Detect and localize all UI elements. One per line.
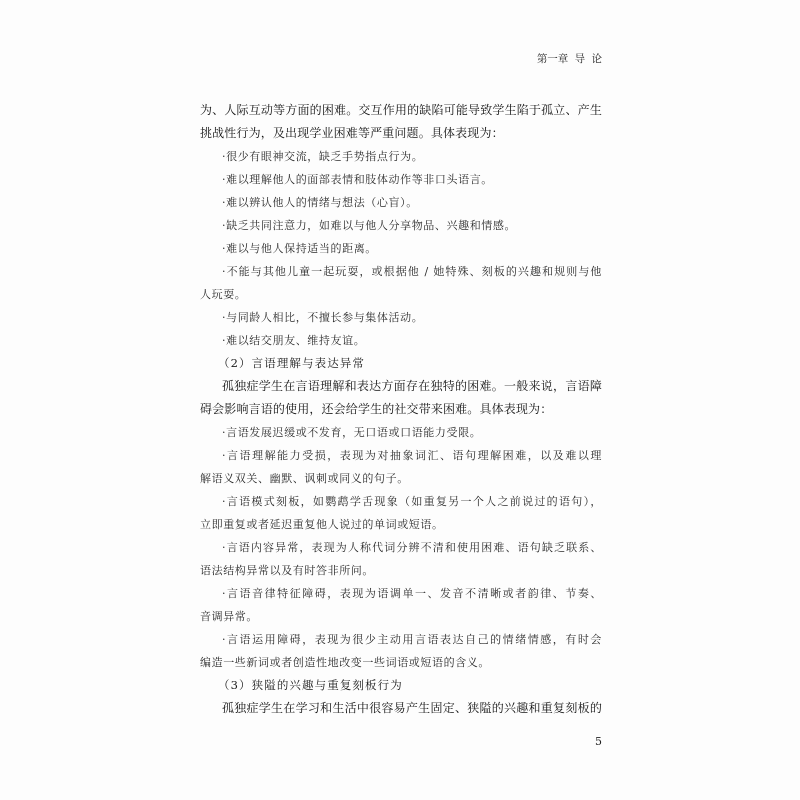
bullet-item <box>200 237 602 260</box>
page-body <box>200 99 602 720</box>
text-line: 孤独症学生在学习和生活中很容易产生固定、狭隘的兴趣和重复刻板的 <box>222 701 602 715</box>
bullet-item <box>200 306 602 329</box>
bullet-item <box>200 145 602 168</box>
bullet-item <box>200 444 602 490</box>
bullet-line: ·言语内容异常，表现为人称代词分辨不清和使用困难、语句缺乏联系、 <box>222 541 602 554</box>
text-line: 为、人际互动等方面的困难。交互作用的缺陷可能导致学生陷于孤立、产生 <box>200 103 602 117</box>
page-number: 5 <box>595 735 602 748</box>
paragraph-social-interaction <box>200 99 602 145</box>
text-line: 挑战性行为，及出现学业困难等严重问题。具体表现为： <box>200 126 504 140</box>
bullet-line: ·缺乏共同注意力，如难以与他人分享物品、兴趣和情感。 <box>222 219 517 232</box>
bullet-line: ·难以理解他人的面部表情和肢体动作等非口头语言。 <box>222 173 493 186</box>
bullet-item <box>200 582 602 628</box>
section-heading-interests: （3）狭隘的兴趣与重复刻板行为 <box>218 678 403 692</box>
bullet-item <box>200 260 602 306</box>
bullet-list-language <box>200 421 602 674</box>
bullet-line: ·言语模式刻板，如鹦鹉学舌现象（如重复另一个人之前说过的语句）， <box>222 495 602 508</box>
bullet-line: ·言语理解能力受损，表现为对抽象词汇、语句理解困难，以及难以理 <box>222 449 602 462</box>
bullet-line: ·与同龄人相比，不擅长参与集体活动。 <box>222 311 424 324</box>
bullet-line: 解语义双关、幽默、讽刺或同义的句子。 <box>200 472 409 485</box>
bullet-list-social <box>200 145 602 352</box>
bullet-item <box>200 191 602 214</box>
bullet-line: 人玩耍。 <box>200 288 247 301</box>
bullet-line: 立即重复或者延迟重复他人说过的单词或短语。 <box>200 518 444 531</box>
bullet-item <box>200 168 602 191</box>
bullet-line: ·难以结交朋友、维持友谊。 <box>222 334 366 347</box>
bullet-line: ·很少有眼神交流，缺乏手势指点行为。 <box>222 150 424 163</box>
bullet-line: 音调异常。 <box>200 610 258 623</box>
bullet-line: ·言语运用障碍，表现为很少主动用言语表达自己的情绪情感，有时会 <box>222 633 602 646</box>
section-heading-language: （2）言语理解与表达异常 <box>218 356 366 370</box>
bullet-item <box>200 490 602 536</box>
bullet-item <box>200 628 602 674</box>
bullet-line: 语法结构异常以及有时答非所问。 <box>200 564 374 577</box>
bullet-line: ·言语发展迟缓或不发育，无口语或口语能力受限。 <box>222 426 482 439</box>
bullet-item <box>200 214 602 237</box>
bullet-line: ·难以辨认他人的情绪与想法（心盲）。 <box>222 196 418 209</box>
bullet-line: ·难以与他人保持适当的距离。 <box>222 242 377 255</box>
paragraph-interests <box>200 697 602 720</box>
bullet-item <box>200 329 602 352</box>
running-head: 第一章 导 论 <box>536 53 602 65</box>
bullet-item <box>200 536 602 582</box>
bullet-line: ·不能与其他儿童一起玩耍，或根据他 / 她特殊、刻板的兴趣和规则与他 <box>222 265 602 278</box>
paragraph-language <box>200 375 602 421</box>
bullet-item <box>200 421 602 444</box>
bullet-line: 编造一些新词或者创造性地改变一些词语或短语的含义。 <box>200 656 490 669</box>
text-line: 碍会影响言语的使用，还会给学生的社交带来困难。具体表现为： <box>200 402 553 416</box>
bullet-line: ·言语音律特征障碍，表现为语调单一、发音不清晰或者韵律、节奏、 <box>222 587 602 600</box>
text-line: 孤独症学生在言语理解和表达方面存在独特的困难。一般来说，言语障 <box>222 379 602 393</box>
